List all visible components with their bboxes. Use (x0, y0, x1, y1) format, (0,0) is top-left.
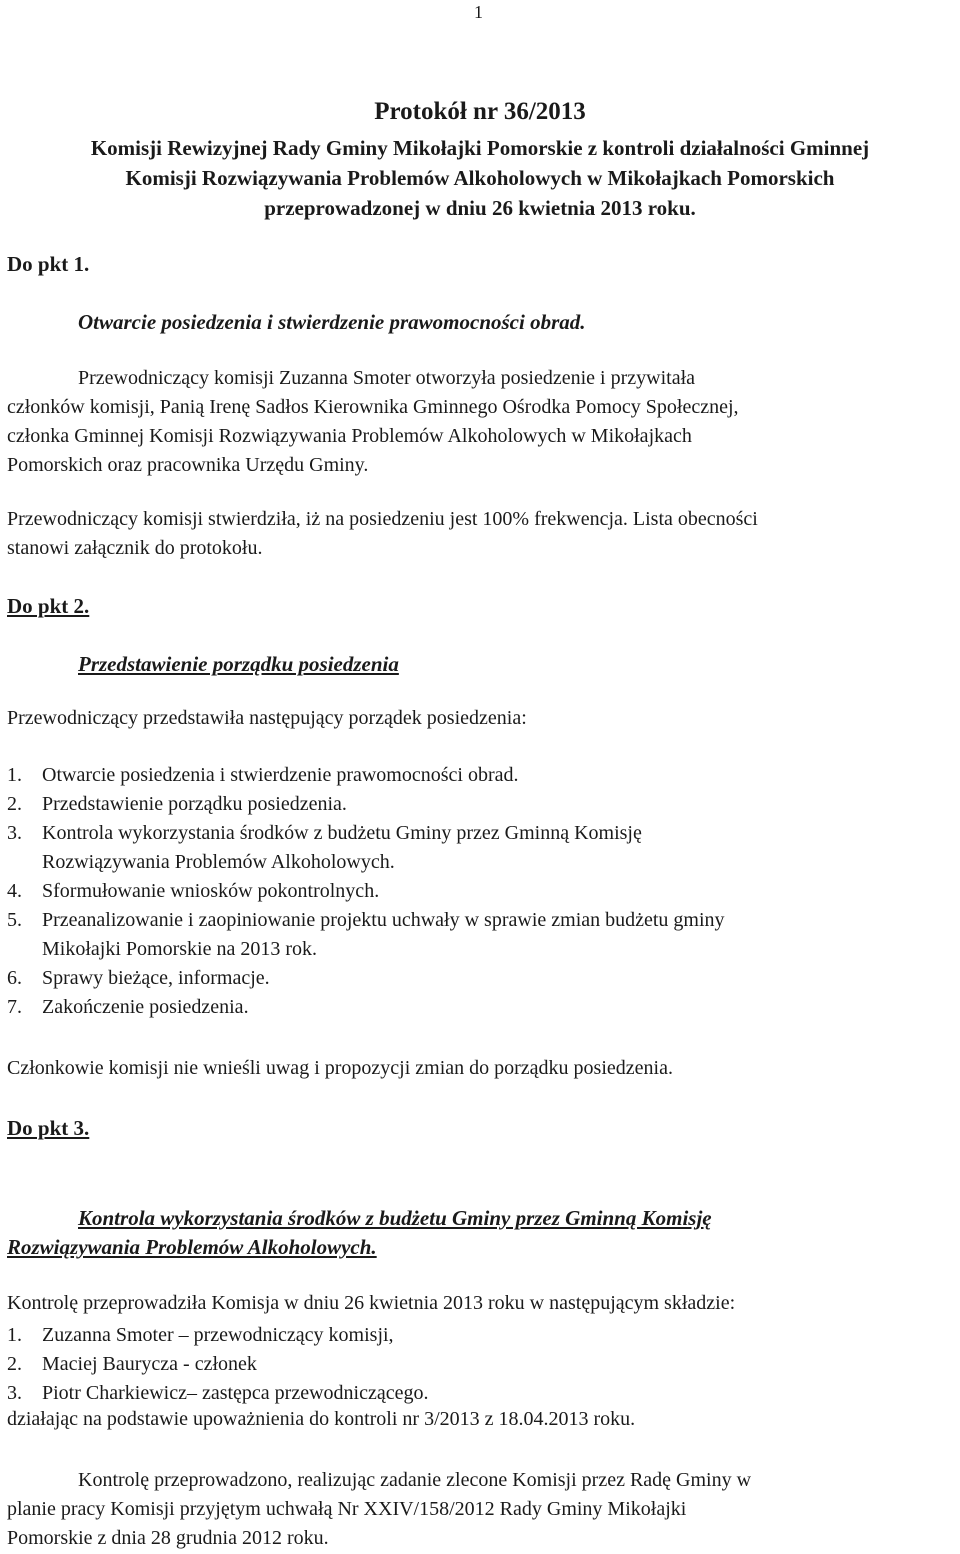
paragraph-line: planie pracy Komisji przyjętym uchwałą Nr XXIV/158/2012 Rady Gminy Mikołajki (7, 1498, 687, 1520)
agenda-item-text: Zakończenie posiedzenia. (42, 996, 249, 1018)
agenda-item-text: Sprawy bieżące, informacje. (42, 967, 270, 989)
agenda-item-text-continued: Rozwiązywania Problemów Alkoholowych. (42, 851, 395, 873)
protocol-subtitle-line-2: Komisji Rozwiązywania Problemów Alkoholowych w Mikołajkach Pomorskich (125, 166, 835, 190)
agenda-item-number: 6. (7, 967, 22, 989)
paragraph-line: Przewodniczący komisji Zuzanna Smoter otworzyła posiedzenie i przywitała (78, 367, 696, 389)
pkt2-note: Członkowie komisji nie wnieśli uwag i propozycji zmian do porządku posiedzenia. (7, 1057, 673, 1079)
agenda-item-text: Otwarcie posiedzenia i stwierdzenie prawomocności obrad. (42, 764, 519, 786)
paragraph-line: Kontrolę przeprowadzono, realizując zadanie zlecone Komisji przez Radę Gminy w (78, 1469, 752, 1491)
pkt3-subtitle-line-2: Rozwiązywania Problemów Alkoholowych. (7, 1235, 377, 1259)
pkt2-intro: Przewodniczący przedstawiła następujący porządek posiedzenia: (7, 707, 527, 729)
agenda-list (7, 761, 725, 1022)
committee-member-3 (7, 1379, 428, 1408)
pkt3-authorization: działając na podstawie upoważnienia do kontroli nr 3/2013 z 18.04.2013 roku. (7, 1408, 636, 1430)
protocol-subtitle-line-1: Komisji Rewizyjnej Rady Gminy Mikołajki Pomorskie z kontroli działalności Gminnej (90, 136, 870, 160)
committee-member-text: Maciej Baurycza - członek (42, 1353, 257, 1375)
committee-member-text: Piotr Charkiewicz– zastępca przewodniczącego. (42, 1382, 429, 1404)
agenda-item-1 (7, 761, 725, 790)
pkt1-paragraph-1 (7, 364, 932, 480)
agenda-item-3 (7, 819, 725, 877)
agenda-item-number: 2. (7, 793, 22, 815)
paragraph-line: stanowi załącznik do protokołu. (7, 537, 263, 559)
protocol-subtitle-line-3: przeprowadzonej w dniu 26 kwietnia 2013 roku. (264, 196, 696, 220)
committee-member-1 (7, 1321, 428, 1350)
protocol-title: Protokół nr 36/2013 (374, 98, 586, 125)
agenda-item-number: 4. (7, 880, 22, 902)
paragraph-line: Pomorskie z dnia 28 grudnia 2012 roku. (7, 1527, 329, 1549)
committee-member-number: 3. (7, 1382, 22, 1404)
agenda-item-number: 5. (7, 909, 22, 931)
pkt3-subtitle-line-1: Kontrola wykorzystania środków z budżetu Gminy przez Gminną Komisję (78, 1206, 712, 1230)
page-number: 1 (474, 2, 483, 22)
pkt3-heading: Do pkt 3. (7, 1116, 90, 1140)
agenda-item-text-continued: Mikołajki Pomorskie na 2013 rok. (42, 938, 317, 960)
paragraph-line: Pomorskich oraz pracownika Urzędu Gminy. (7, 454, 369, 476)
pkt2-subtitle: Przedstawienie porządku posiedzenia (78, 652, 399, 676)
agenda-item-text: Przeanalizowanie i zaopiniowanie projektu uchwały w sprawie zmian budżetu gminy (42, 909, 725, 931)
pkt1-paragraph-2 (7, 505, 932, 563)
committee-member-number: 1. (7, 1324, 22, 1346)
agenda-item-number: 1. (7, 764, 22, 786)
agenda-item-number: 3. (7, 822, 22, 844)
pkt1-heading: Do pkt 1. (7, 252, 90, 276)
paragraph-line: członków komisji, Panią Irenę Sadłos Kierownika Gminnego Ośrodka Pomocy Społecznej, (7, 396, 739, 418)
committee-member-number: 2. (7, 1353, 22, 1375)
paragraph-line: członka Gminnej Komisji Rozwiązywania Problemów Alkoholowych w Mikołajkach (7, 425, 692, 447)
agenda-item-text: Sformułowanie wniosków pokontrolnych. (42, 880, 380, 902)
committee-member-2 (7, 1350, 428, 1379)
agenda-item-4 (7, 877, 725, 906)
agenda-item-text: Kontrola wykorzystania środków z budżetu Gminy przez Gminną Komisję (42, 822, 642, 844)
pkt3-paragraph (7, 1466, 932, 1553)
committee-member-text: Zuzanna Smoter – przewodniczący komisji, (42, 1324, 394, 1346)
agenda-item-2 (7, 790, 725, 819)
agenda-item-text: Przedstawienie porządku posiedzenia. (42, 793, 347, 815)
pkt3-intro: Kontrolę przeprowadziła Komisja w dniu 26 kwietnia 2013 roku w następującym składzie: (7, 1292, 736, 1314)
pkt2-heading: Do pkt 2. (7, 594, 90, 618)
agenda-item-7 (7, 993, 725, 1022)
committee-members-list (7, 1321, 428, 1408)
pkt1-subtitle: Otwarcie posiedzenia i stwierdzenie prawomocności obrad. (78, 310, 586, 334)
agenda-item-5 (7, 906, 725, 964)
paragraph-line: Przewodniczący komisji stwierdziła, iż na posiedzeniu jest 100% frekwencja. Lista obecności (7, 508, 758, 530)
agenda-item-6 (7, 964, 725, 993)
agenda-item-number: 7. (7, 996, 22, 1018)
